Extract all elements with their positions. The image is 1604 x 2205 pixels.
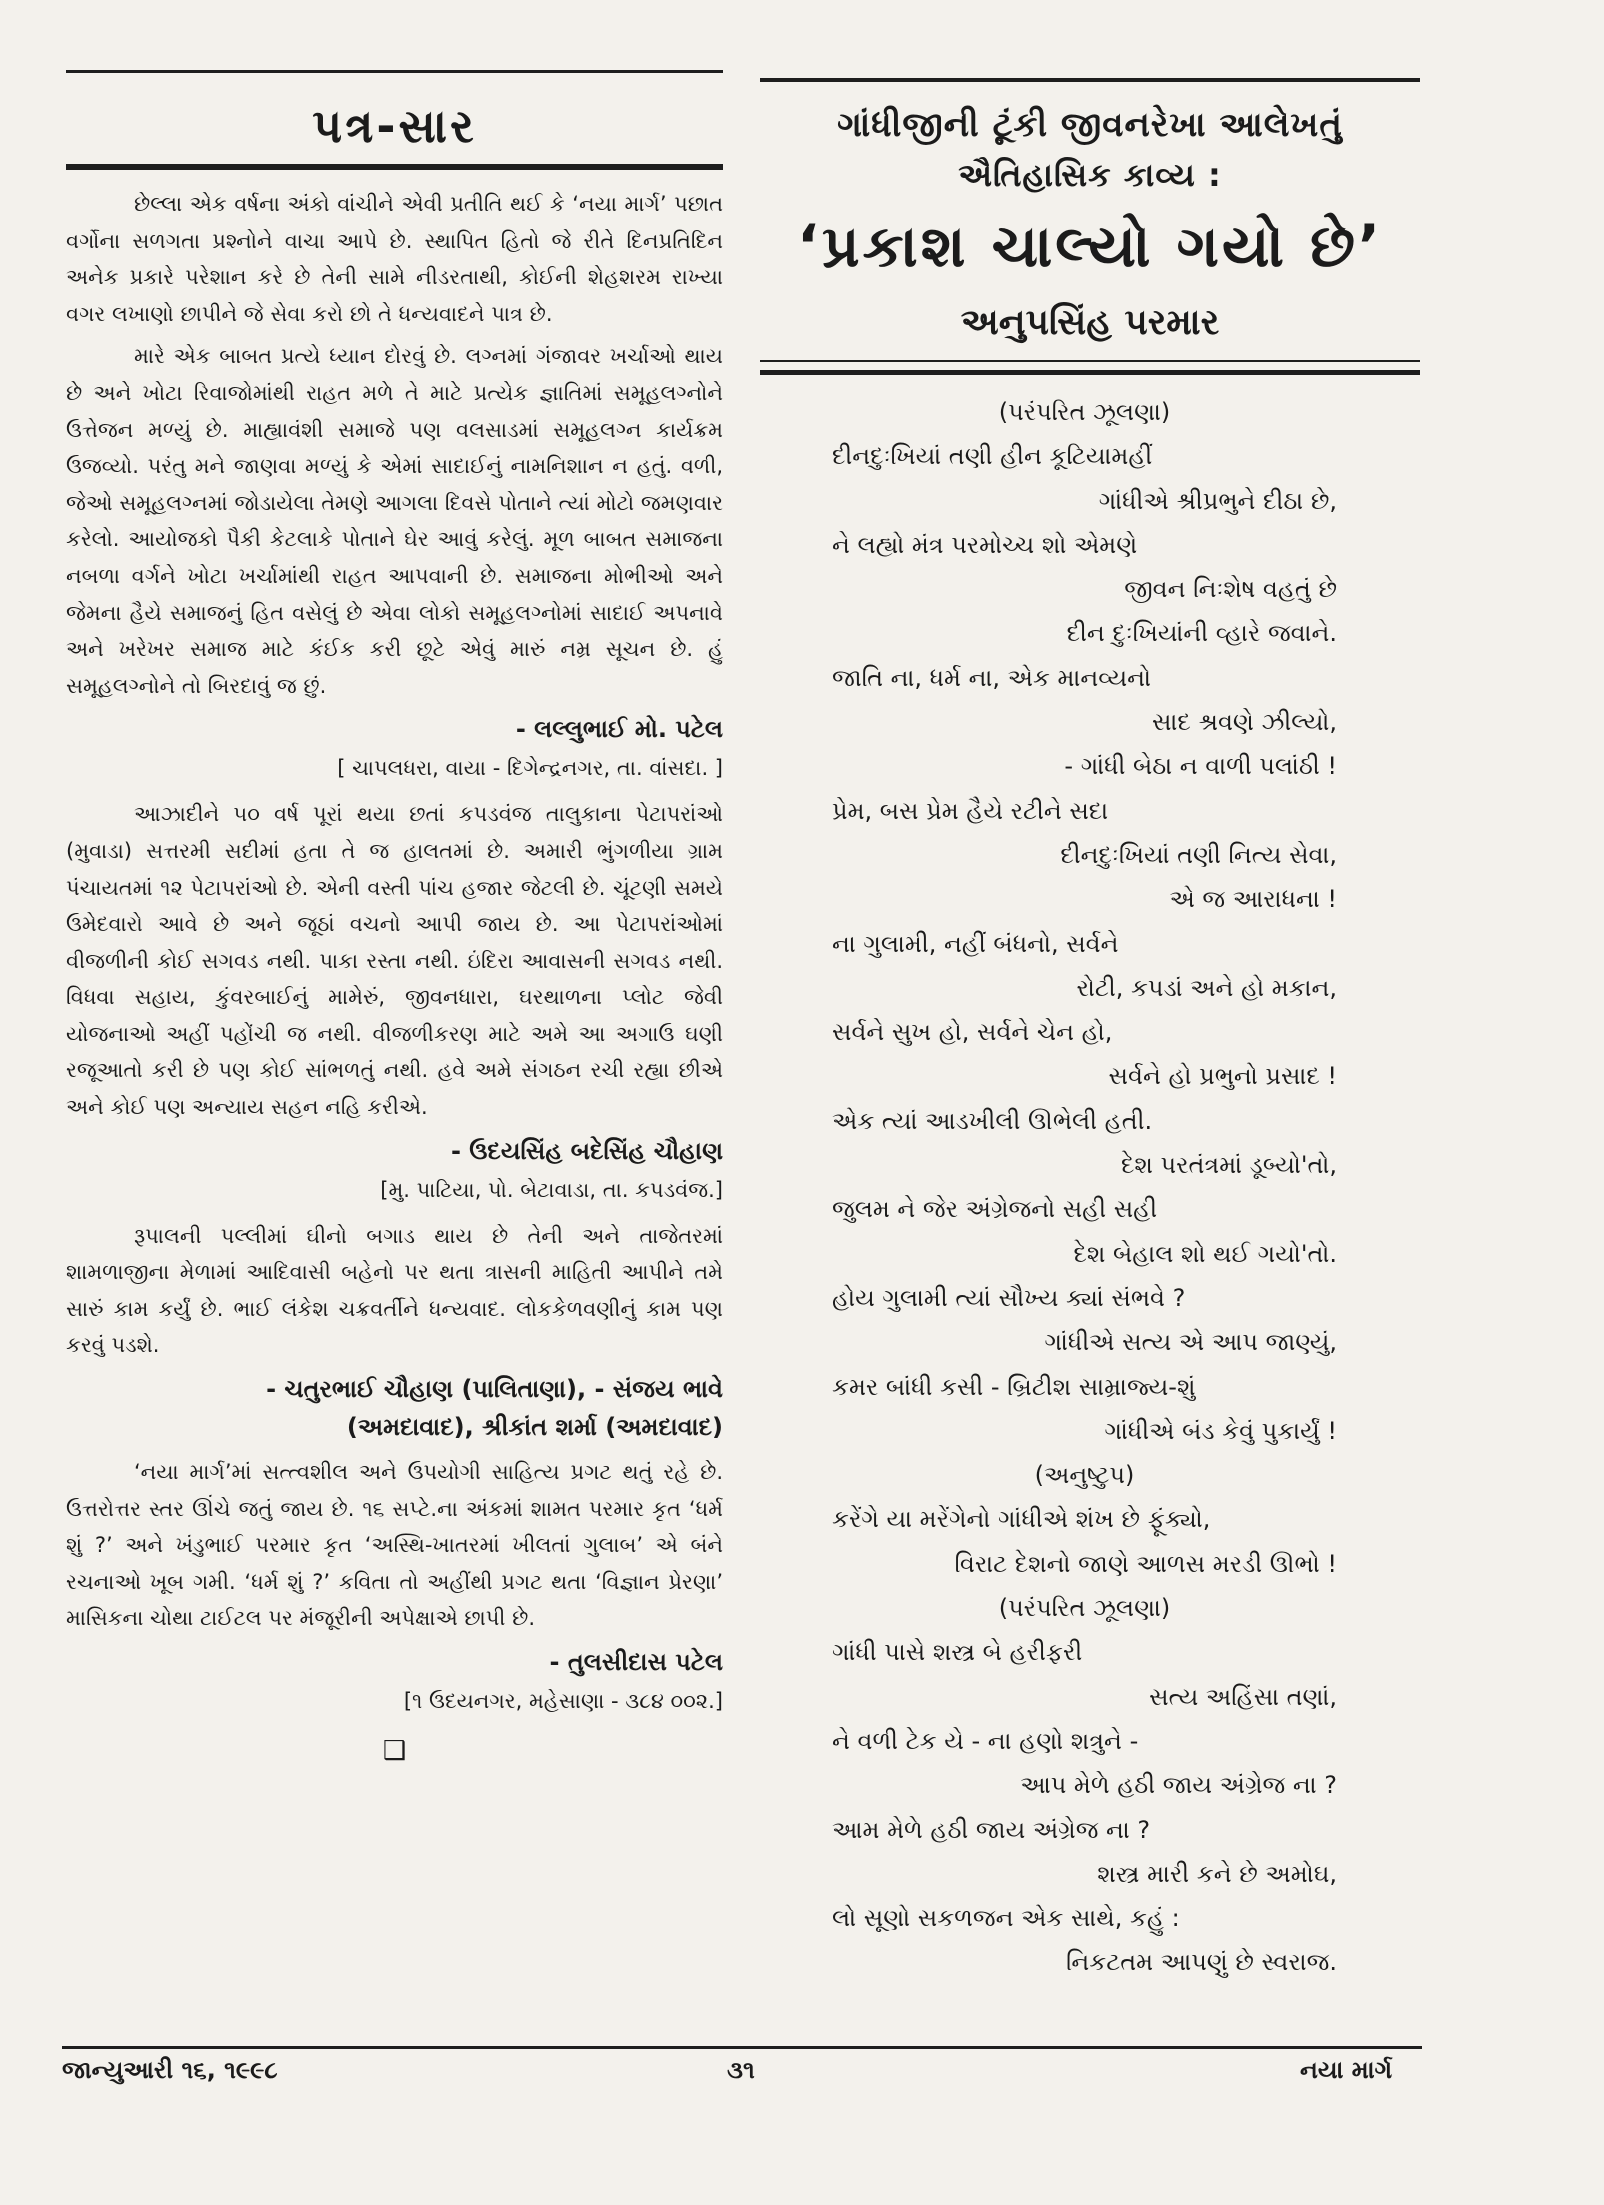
poem-line: એક ત્યાં આડખીલી ઊભેલી હતી. (832, 1106, 1153, 1135)
poem-line: જાતિ ના, ધર્મ ના, એક માનવ્યનો (832, 663, 1151, 692)
poem-line: એ જ આરાધના ! (1169, 885, 1337, 914)
letter-paragraph: રૂપાલની પલ્લીમાં ઘીનો બગાડ થાય છે તેની અને તાજેતરમાં શામળાજીના મેળામાં આદિવાસી બહેનો પર થતા ત્રાસની માહિતી આપીને તમે સારું કામ કર્યું છે. ભાઈ લંકેશ ચક્રવર્તીને ધન્યવાદ. લોકકેળવણીનું કામ પણ કરવું પડશે. (66, 1223, 723, 1358)
letter-signature: - ઉદયસિંહ બદેસિંહ ચૌહાણ (450, 1136, 723, 1165)
poem-line: ગાંધી પાસે શસ્ત્ર બે હરીફરી (832, 1638, 1083, 1667)
poem-line: ગાંધીએ સત્ય એ આપ જાણ્યું, (1044, 1328, 1337, 1357)
right-top-rule (760, 78, 1420, 82)
poem-line: દેશ પરતંત્રમાં ડૂબ્યો'તો, (1120, 1151, 1337, 1180)
left-top-rule (66, 70, 723, 73)
poem-line: ને લહ્યો મંત્ર પરમોચ્ચ શો એમણે (832, 530, 1138, 559)
poem-line: - ગાંધી બેઠા ન વાળી પલાંઠી ! (1064, 752, 1337, 781)
poem-line: (પરંપરિત ઝૂલણા) (998, 398, 1171, 426)
right-header-rule (760, 370, 1420, 375)
poem-line: દીનદુઃખિયાં તણી હીન કૂટિયામહીં (832, 442, 1153, 471)
poem-line: ગાંધીએ શ્રીપ્રભુને દીઠા છે, (1098, 486, 1337, 515)
poem-line: આપ મેળે હઠી જાય અંગ્રેજ ના ? (1020, 1771, 1337, 1800)
poem-line: ને વળી ટેક યે - ના હણો શત્રુને - (832, 1726, 1139, 1755)
letter (66, 796, 723, 1207)
letters-column-header (66, 95, 723, 157)
poem-line: જુલમ ને જેર અંગ્રેજનો સહી સહી (832, 1195, 1158, 1224)
poem-line: જીવન નિઃશેષ વહતું છે (1124, 575, 1337, 604)
poem-line: આમ મેળે હઠી જાય અંગ્રેજ ના ? (832, 1815, 1151, 1844)
footer-page-number: ૩૧ (727, 2056, 755, 2084)
poem-line: સત્ય અહિંસા તણાં, (1149, 1682, 1337, 1711)
poem-line: સર્વને સુખ હો, સર્વને ચેન હો, (832, 1018, 1113, 1047)
letter-signature: - ચતુરભાઈ ચૌહાણ (પાલિતાણા), - સંજય ભાવે (અમદાવાદ), શ્રીકાંત શર્મા (અમદાવાદ) (266, 1375, 723, 1442)
letter-paragraph: ‘નયા માર્ગ’માં સત્ત્વશીલ અને ઉપયોગી સાહિત્ય પ્રગટ થતું રહે છે. ઉત્તરોત્તર સ્તર ઊંચે જતું જાય છે. ૧૬ સપ્ટે.ના અંકમાં શામત પરમાર કૃત ‘ધર્મ શું ?’ અને ખંડુભાઈ પરમાર કૃત ‘અસ્થિ-ખાતરમાં ખીલતાં ગુલાબ’ એ બંને રચનાઓ ખૂબ ગમી. ‘ધર્મ શું ?’ કવિતા તો અહીંથી પ્રગટ થતા ‘વિજ્ઞાન પ્રેરણા’ માસિકના ચોથા ટાઈટલ પર મંજૂરીની અપેક્ષાએ છાપી છે. (66, 1460, 723, 1631)
footer-magazine-name: નયા માર્ગ (1300, 2056, 1393, 2084)
letter-address: [૧ ઉદયનગર, મહેસાણા - ૩૮૪ ૦૦૨.] (403, 1689, 723, 1713)
poem-line: દેશ બેહાલ શો થઈ ગયો'તો. (1073, 1239, 1337, 1268)
letters-list (66, 186, 723, 1770)
poem-subkicker: ઐતિહાસિક કાવ્ય : (958, 156, 1222, 194)
poem-line: (અનુષ્ટુપ) (1034, 1461, 1135, 1490)
letter-paragraph: મારે એક બાબત પ્રત્યે ધ્યાન દોરવું છે. લગ્નમાં ગંજાવર ખર્ચાઓ થાય છે અને ખોટા રિવાજોમાંથી રાહત મળે તે માટે પ્રત્યેક જ્ઞાતિમાં સમૂહલગ્નોને ઉત્તેજન મળ્યું છે. માહ્યાવંશી સમાજે પણ વલસાડમાં સમૂહલગ્ન કાર્યક્રમ ઉજવ્યો. પરંતુ મને જાણવા મળ્યું કે એમાં સાદાઈનું નામનિશાન ન હતું. વળી, જેઓ સમૂહલગ્નમાં જોડાયેલા તેમણે આગલા દિવસે પોતાને ત્યાં મોટો જમણવાર કરેલો. આયોજકો પૈકી કેટલાકે પોતાને ઘેર આવું કરેલું. મૂળ બાબત સમાજના નબળા વર્ગને ખોટા ખર્ચામાંથી રાહત આપવાની છે. સમાજના મોભીઓ અને જેમના હૈયે સમાજનું હિત વસેલું છે એવા લોકો સમૂહલગ્નોમાં સાદાઈ અપનાવે અને ખરેખર સમાજ માટે કંઈક કરી છૂટે એવું મારું નમ્ર સૂચન છે. હું સમૂહલગ્નોને તો બિરદાવું જ છું. (66, 344, 723, 698)
poem-line: કમર બાંધી કસી - બ્રિટીશ સામ્રાજ્ય-શું (832, 1372, 1196, 1401)
letter-signature: - તુલસીદાસ પટેલ (549, 1648, 723, 1676)
footer-rule (62, 2046, 1422, 2049)
poem-line: લો સૂણો સકળજન એક સાથે, કહું : (832, 1904, 1180, 1933)
poem-line: ગાંધીએ બંડ કેવું પુકાર્યું ! (1104, 1416, 1337, 1445)
poem-line: સાદ શ્રવણે ઝીલ્યો, (1152, 708, 1337, 737)
letter-paragraph: છેલ્લા એક વર્ષના અંકો વાંચીને એવી પ્રતીતિ થઈ કે ‘નયા માર્ગ’ પછાત વર્ગોના સળગતા પ્રશ્નોને વાચા આપે છે. સ્થાપિત હિતો જે રીતે દિનપ્રતિદિન અનેક પ્રકારે પરેશાન કરે છે તેની સામે નીડરતાથી, કોઈની શેહશરમ રાખ્યા વગર લખાણો છાપીને જે સેવા કરો છો તે ધન્યવાદને પાત્ર છે. (66, 192, 723, 326)
left-title-rule (66, 164, 723, 170)
poem-line: નિકટતમ આપણું છે સ્વરાજ. (1066, 1948, 1337, 1977)
letter (66, 1218, 723, 1446)
right-header-rule-thin (760, 360, 1420, 362)
poem-line: કરેંગે યા મરેંગેનો ગાંધીએ શંખ છે ફૂંક્યો, (832, 1505, 1211, 1534)
poem-header (760, 100, 1420, 354)
poem-kicker: ગાંધીજીની ટૂંકી જીવનરેખા આલેખતું (837, 105, 1343, 145)
poem-line: વિરાટ દેશનો જાણે આળસ મરડી ઊભો ! (954, 1549, 1337, 1578)
poem-line: સર્વને હો પ્રભુનો પ્રસાદ ! (1108, 1062, 1337, 1091)
letter-signature: - લલ્લુભાઈ મો. પટેલ (515, 715, 723, 744)
letter-paragraph: આઝાદીને ૫૦ વર્ષ પૂરાં થયા છતાં કપડવંજ તાલુકાના પેટાપરાંઓ (મુવાડા) સત્તરમી સદીમાં હતા તે જ હાલતમાં છે. અમારી ભુંગળીયા ગ્રામ પંચાયતમાં ૧૨ પેટાપરાંઓ છે. એની વસ્તી પાંચ હજાર જેટલી છે. ચૂંટણી સમયે ઉમેદવારો આવે છે અને જૂઠાં વચનો આપી જાય છે. આ પેટાપરાંઓમાં વીજળીની કોઈ સગવડ નથી. પાકા રસ્તા નથી. ઇંદિરા આવાસની સગવડ નથી. વિધવા સહાય, કુંવરબાઈનું મામેરું, જીવનધારા, ઘરથાળના પ્લોટ જેવી યોજનાઓ અહીં પહોંચી જ નથી. વીજળીકરણ માટે અમે આ અગાઉ ઘણી રજૂઆતો કરી છે પણ કોઈ સાંભળતું નથી. હવે અમે સંગઠન રચી રહ્યા છીએ અને કોઈ પણ અન્યાય સહન નહિ કરીએ. (66, 802, 723, 1120)
letter (66, 1454, 723, 1719)
poem-line: ના ગુલામી, નહીં બંધનો, સર્વને (832, 929, 1119, 958)
poem-line: હોય ગુલામી ત્યાં સૌખ્ય ક્યાં સંભવે ? (832, 1283, 1186, 1312)
footer-date: જાન્યુઆરી ૧૬, ૧૯૯૮ (62, 2056, 278, 2084)
poem-line: દીનદુઃખિયાં તણી નિત્ય સેવા, (1060, 840, 1337, 869)
poem-line: પ્રેમ, બસ પ્રેમ હૈયે રટીને સદા (832, 796, 1109, 825)
letter-address: [મુ. પાટિયા, પો. બેટાવાડા, તા. કપડવંજ.] (380, 1177, 723, 1202)
poem-line: (પરંપરિત ઝૂલણા) (998, 1594, 1171, 1623)
poem-line: શસ્ત્ર મારી કને છે અમોઘ, (1097, 1859, 1337, 1888)
letter (66, 186, 723, 786)
poem-line: રોટી, કપડાં અને હો મકાન, (1076, 973, 1337, 1002)
letter-address: [ ચાપલધરા, વાયા - દિગેન્દ્રનગર, તા. વાંસદા. ] (337, 756, 723, 781)
poem-title: ‘પ્રકાશ ચાલ્યો ગયો છે’ (796, 212, 1384, 280)
poem-body (832, 390, 1337, 1985)
poem-author: અનુપસિંહ પરમાર (960, 302, 1220, 343)
poem-line: દીન દુઃખિયાંની વ્હારે જવાને. (1066, 619, 1337, 648)
end-mark-icon: ❑ (382, 1736, 407, 1766)
section-title: પત્ર-સાર (312, 99, 477, 153)
